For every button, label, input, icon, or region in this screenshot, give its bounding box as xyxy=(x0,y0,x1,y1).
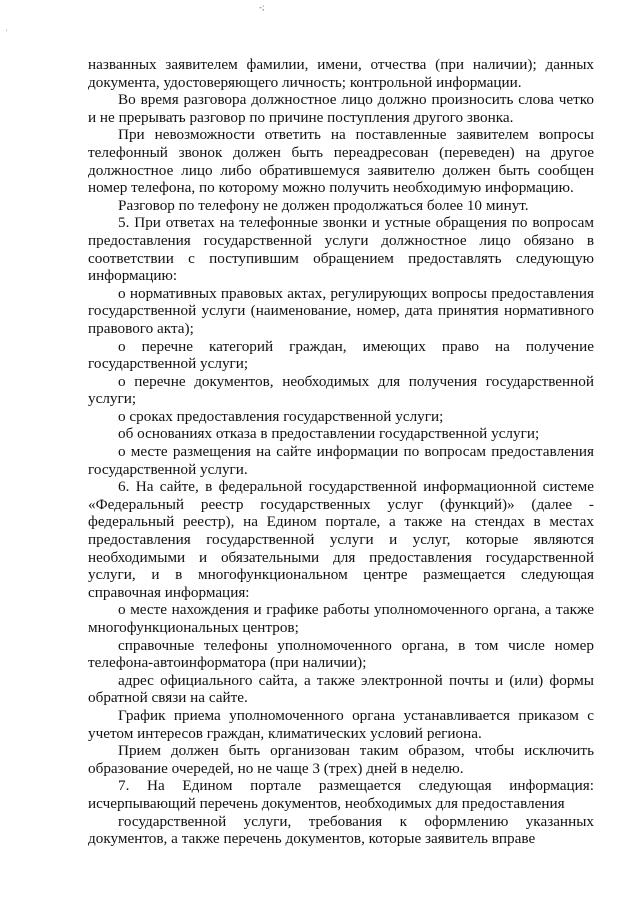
document-paragraph: При невозможности ответить на поставленные заявителем вопросы телефонный звонок должен быть переадресован (переведен) на другое должностное лицо либо обратившемуся заявителю должен быть сообщен номер телефона, по которому можно получить необходимую информацию. xyxy=(88,126,594,197)
document-paragraph: График приема уполномоченного органа устанавливается приказом с учетом интересов граждан, климатических условий региона. xyxy=(88,706,594,742)
document-paragraph: о сроках предоставления государственной услуги; xyxy=(118,407,444,425)
document-paragraph: о перечне документов, необходимых для получения государственной услуги; xyxy=(88,372,594,408)
document-paragraph: 5. При ответах на телефонные звонки и устные обращения по вопросам предоставления государственной услуги должностное лицо обязано в соответствии с поступившим обращением предоставлять следующую информацию: xyxy=(88,214,594,285)
document-paragraph: 6. На сайте, в федеральной государственной информационной системе «Федеральный реестр государственных услуг (функций)» (далее - федеральный реестр), на Едином портале, а также на стендах в местах предоставления государственной услуги и услуг, которые являются необходимыми и обязательными для предоставления государственной услуги, и в многофункциональном центре размещается следующая справочная информация: xyxy=(88,478,594,601)
document-paragraph: Разговор по телефону не должен продолжаться более 10 минут. xyxy=(118,196,529,214)
document-paragraph: Прием должен быть организован таким образом, чтобы исключить образование очередей, но не чаще 3 (трех) дней в неделю. xyxy=(88,742,594,777)
document-paragraph: о перечне категорий граждан, имеющих право на получение государственной услуги; xyxy=(88,337,594,373)
page-header-mark: -; xyxy=(259,2,265,12)
document-paragraph: о нормативных правовых актах, регулирующих вопросы предоставления государственной услуги (наименование, номер, дата принятия нормативного правового акта); xyxy=(88,284,594,337)
document-paragraph: адрес официального сайта, а также электронной почты и (или) формы обратной связи на сайте. xyxy=(88,671,594,707)
scan-corner-mark: ' xyxy=(6,28,8,37)
document-page xyxy=(88,56,594,848)
document-paragraph: о месте нахождения и графике работы уполномоченного органа, а также многофункциональных центров; xyxy=(88,601,594,636)
document-paragraph: Во время разговора должностное лицо должно произносить слова четко и не прерывать разговор по причине поступления другого звонка. xyxy=(88,91,594,126)
document-paragraph: 7. На Едином портале размещается следующая информация: исчерпывающий перечень документов, необходимых для предоставления xyxy=(88,777,594,812)
document-paragraph: о месте размещения на сайте информации по вопросам предоставления государственной услуги. xyxy=(88,443,594,478)
document-paragraph: справочные телефоны уполномоченного органа, в том числе номер телефона-автоинформатора (при наличии); xyxy=(88,636,594,672)
document-paragraph: государственной услуги, требования к оформлению указанных документов, а также перечень документов, которые заявитель вправе xyxy=(88,812,594,848)
document-paragraph: об основаниях отказа в предоставлении государственной услуги; xyxy=(118,425,540,443)
document-paragraph: названных заявителем фамилии, имени, отчества (при наличии); данных документа, удостоверяющего личность; контрольной информации. xyxy=(88,56,594,91)
